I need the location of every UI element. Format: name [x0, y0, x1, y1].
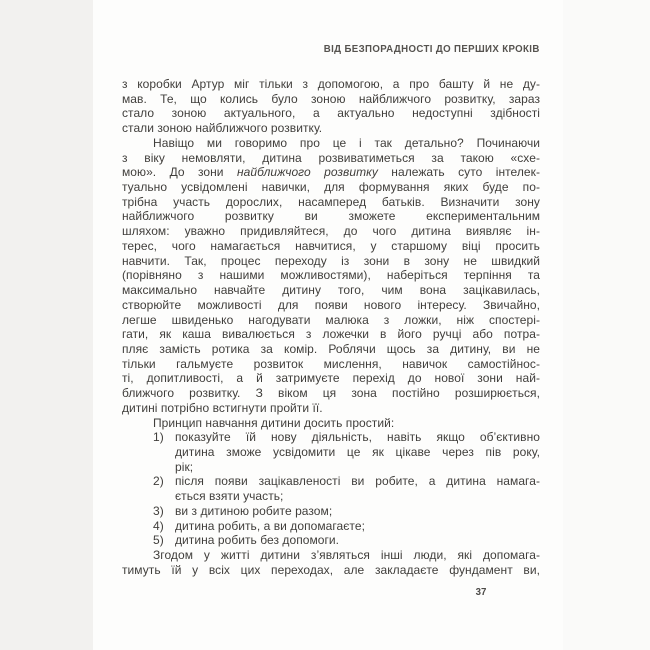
text-line [122, 386, 540, 401]
running-header: ВІД БЕЗПОРАДНОСТІ ДО ПЕРШИХ КРОКІВ [324, 43, 540, 55]
list-marker: 3) [153, 503, 164, 518]
text-line [122, 445, 540, 460]
text-line [122, 298, 540, 313]
text-segment: пляє замість ротика за комір. Роблячи щось за дитину, ви не [122, 341, 540, 356]
text-segment: створюйте можливості для появи нового інтересу. Звичайно, [122, 297, 540, 312]
text-line [122, 268, 540, 283]
text-segment: ється взяти участь; [175, 489, 284, 504]
text-segment: гати, як каша вивалюється з ложечки в його ручці або потра- [122, 327, 540, 342]
list-marker: 1) [153, 430, 164, 445]
page-number: 37 [475, 586, 487, 598]
text-line [122, 519, 540, 534]
text-line [122, 327, 540, 342]
text-segment: дитині потрібно встигнути пройти її. [122, 400, 323, 415]
text-segment: ближчого розвитку. З віком ця зона постійно розширюється, [122, 386, 540, 401]
text-segment: стали зоною найближчого розвитку. [122, 121, 323, 136]
text-line [122, 121, 540, 136]
text-line [122, 342, 540, 357]
text-line [122, 357, 540, 372]
list-marker: 2) [153, 474, 164, 489]
text-segment: дитина робить без допомоги. [175, 533, 340, 548]
text-segment: терес, чого намагається навчитися, у старшому віці просить [122, 238, 540, 253]
text-segment: навчити. Так, процес переходу із зони в зону не швидкий [122, 253, 540, 268]
text-segment: максимально навчайте дитину того, чим вона зацікавилась, [122, 283, 540, 298]
text-segment: після появи зацікавленості ви робите, а дитина намага- [175, 474, 540, 489]
text-segment: (порівняно з нашими можливостями), наберіться терпіння та [122, 268, 540, 283]
text-line [122, 401, 540, 416]
text-line [122, 430, 540, 445]
text-line [122, 504, 540, 519]
text-segment: мою». До зони [122, 165, 237, 180]
text-line [122, 209, 540, 224]
text-segment: Навіщо ми говоримо про це і так детально? Починаючи [153, 135, 540, 150]
text-line [122, 92, 540, 107]
text-segment: легше швиденько нагодувати малюка з ложки, ніж спостері- [122, 312, 540, 327]
text-segment: ті, допитливості, а й затримуєте перехід до нової зони най- [122, 371, 540, 386]
text-segment: дитина зможе усвідомити це як цікаве через пів року, [175, 444, 540, 459]
text-line [122, 474, 540, 489]
text-segment: показуйте їй нову діяльність, навіть якщо об’єктивно [175, 430, 540, 445]
text-segment: з коробки Артур міг тільки з допомогою, а про башту й не ду- [122, 77, 540, 91]
text-line [122, 371, 540, 386]
text-segment: Принцип навчання дитини досить простий: [153, 415, 395, 430]
text-line [122, 313, 540, 328]
text-segment: тільки гальмуєте розвиток мислення, навичок самостійнос- [122, 356, 540, 371]
text-segment: з віку немовляти, дитина розвиватиметься за такою «схе- [122, 150, 540, 165]
text-line [122, 460, 540, 475]
text-segment: шляхом: уважно придивляйтеся, до чого дитина виявляє ін- [122, 224, 540, 239]
page-right-margin [563, 0, 650, 650]
text-line [122, 165, 540, 180]
text-segment: найближчого розвитку ви зможете експериментальним [122, 209, 540, 224]
text-line [122, 563, 540, 578]
text-line [122, 548, 540, 563]
text-line [122, 254, 540, 269]
list-marker: 4) [153, 518, 164, 533]
text-segment: рік; [175, 459, 194, 474]
list-marker: 5) [153, 533, 164, 548]
text-segment: дитина робить, а ви допомагаєте; [175, 518, 365, 533]
text-line [122, 151, 540, 166]
page-left-margin [0, 0, 93, 650]
text-line [122, 195, 540, 210]
text-line [122, 239, 540, 254]
text-line [122, 489, 540, 504]
text-line [122, 136, 540, 151]
text-segment: Згодом у житті дитини з’являться інші люди, які допомага- [153, 548, 540, 562]
text-line [122, 106, 540, 121]
text-segment: належать суто інтелек- [377, 165, 541, 180]
text-segment: тимуть їй у всіх цих переходах, але закладаєте фундамент ви, [122, 562, 540, 577]
text-segment: туально усвідомлені навички, для формування яких буде по- [122, 180, 540, 195]
italic-text-segment: найближчого розвитку [236, 165, 378, 180]
body-text [122, 77, 540, 577]
text-line [122, 533, 540, 548]
text-line [122, 283, 540, 298]
text-line [122, 180, 540, 195]
text-segment: мав. Те, що колись було зоною найближчого розвитку, зараз [122, 91, 540, 106]
text-line [122, 77, 540, 92]
text-line [122, 224, 540, 239]
text-segment: ви з дитиною робите разом; [175, 503, 333, 518]
text-segment: стало зоною актуального, а актуально недоступні здібності [122, 106, 540, 121]
text-line [122, 416, 540, 431]
text-segment: трібна участь дорослих, насамперед батьків. Визначити зону [122, 194, 540, 209]
